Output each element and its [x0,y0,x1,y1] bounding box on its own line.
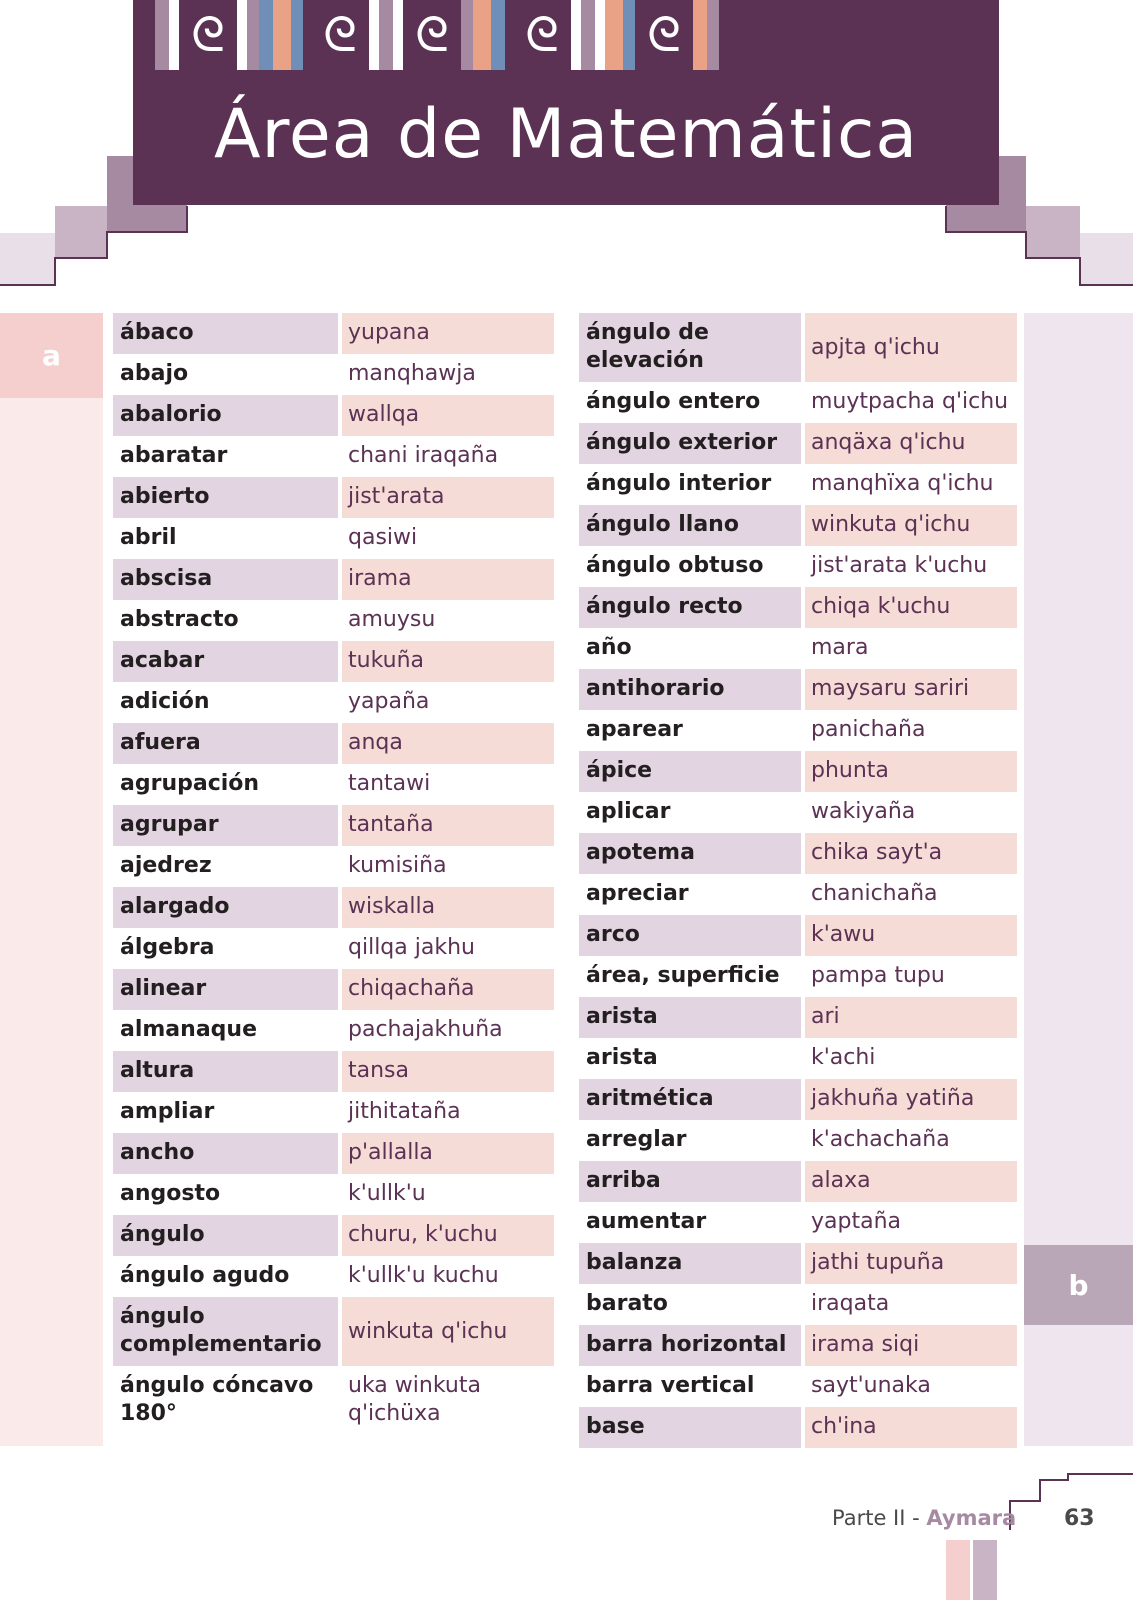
spanish-term: ajedrez [113,846,338,887]
table-row [113,1366,554,1435]
spanish-term: barra horizontal [579,1325,801,1366]
table-row [113,395,554,436]
spanish-term: ángulo llano [579,505,801,546]
spanish-term: arista [579,997,801,1038]
spanish-term: ángulo exterior [579,423,801,464]
glossary-left-column [113,313,554,1435]
aymara-term: sayt'unaka [805,1366,1017,1407]
aymara-term: pachajakhuña [342,1010,554,1051]
spanish-term: abscisa [113,559,338,600]
table-row [113,436,554,477]
spanish-term: alargado [113,887,338,928]
swirl-icon: ᘓ [191,7,225,63]
spanish-term: abierto [113,477,338,518]
footer-part: Parte II - [832,1506,927,1530]
spanish-term: ángulo entero [579,382,801,423]
letter-tab-b-label: b [1068,1268,1089,1302]
aymara-term: chanichaña [805,874,1017,915]
table-row [113,313,554,354]
table-row [113,600,554,641]
footer-language: Aymara [926,1506,1017,1530]
spanish-term: arista [579,1038,801,1079]
table-row [579,464,1017,505]
table-row [113,1010,554,1051]
aymara-term: uka winkuta q'ichüxa [342,1366,554,1435]
aymara-term: alaxa [805,1161,1017,1202]
spanish-term: almanaque [113,1010,338,1051]
table-row [579,587,1017,628]
spanish-term: abaratar [113,436,338,477]
glossary-right-column [579,313,1017,1448]
aymara-term: anqäxa q'ichu [805,423,1017,464]
aymara-term: manqhawja [342,354,554,395]
aymara-term: p'allalla [342,1133,554,1174]
spanish-term: ángulo de elevación [579,313,801,382]
aymara-term: tukuña [342,641,554,682]
aymara-term: chika sayt'a [805,833,1017,874]
spanish-term: año [579,628,801,669]
spanish-term: arriba [579,1161,801,1202]
aymara-term: chiqachaña [342,969,554,1010]
spanish-term: aritmética [579,1079,801,1120]
table-row [579,1243,1017,1284]
spanish-term: aparear [579,710,801,751]
aymara-term: qasiwi [342,518,554,559]
aymara-term: maysaru sariri [805,669,1017,710]
aymara-term: muytpacha q'ichu [805,382,1017,423]
footer-part-label [832,1506,1016,1530]
aymara-term: jathi tupuña [805,1243,1017,1284]
spanish-term: abstracto [113,600,338,641]
letter-tab-a-label: a [42,339,61,372]
aymara-term: tantawi [342,764,554,805]
aymara-term: tansa [342,1051,554,1092]
spanish-term: antihorario [579,669,801,710]
aymara-term: qillqa jakhu [342,928,554,969]
aymara-term: wakiyaña [805,792,1017,833]
table-row [579,751,1017,792]
page-title: Área de Matemática [213,95,919,174]
aymara-term: jakhuña yatiña [805,1079,1017,1120]
spanish-term: base [579,1407,801,1448]
aymara-term: k'ullk'u kuchu [342,1256,554,1297]
table-row [579,505,1017,546]
table-row [579,710,1017,751]
table-row [579,1120,1017,1161]
spanish-term: balanza [579,1243,801,1284]
aymara-term: jist'arata k'uchu [805,546,1017,587]
aymara-pattern-band [155,0,985,70]
spanish-term: agrupar [113,805,338,846]
table-row [579,1407,1017,1448]
table-row [579,792,1017,833]
aymara-term: chani iraqaña [342,436,554,477]
table-row [579,1202,1017,1243]
spanish-term: agrupación [113,764,338,805]
spanish-term: abajo [113,354,338,395]
aymara-term: chiqa k'uchu [805,587,1017,628]
table-row [579,669,1017,710]
spanish-term: afuera [113,723,338,764]
table-row [113,559,554,600]
aymara-term: churu, k'uchu [342,1215,554,1256]
table-row [113,887,554,928]
spanish-term: barato [579,1284,801,1325]
spanish-term: angosto [113,1174,338,1215]
table-row [113,354,554,395]
table-row [579,874,1017,915]
aymara-term: wallqa [342,395,554,436]
spanish-term: ángulo complementario [113,1297,338,1366]
aymara-term: irama siqi [805,1325,1017,1366]
aymara-term: yapaña [342,682,554,723]
aymara-term: mara [805,628,1017,669]
aymara-term: kumisiña [342,846,554,887]
table-row [579,423,1017,464]
spanish-term: ángulo recto [579,587,801,628]
table-row [113,928,554,969]
spanish-term: ápice [579,751,801,792]
spanish-term: arreglar [579,1120,801,1161]
aymara-term: yupana [342,313,554,354]
aymara-term: k'achachaña [805,1120,1017,1161]
spanish-term: aumentar [579,1202,801,1243]
aymara-term: k'ullk'u [342,1174,554,1215]
table-row [579,546,1017,587]
spanish-term: ábaco [113,313,338,354]
table-row [579,997,1017,1038]
page-number: 63 [1064,1506,1095,1531]
table-row [579,1038,1017,1079]
aymara-term: winkuta q'ichu [805,505,1017,546]
spanish-term: ángulo [113,1215,338,1256]
spanish-term: ángulo obtuso [579,546,801,587]
spanish-term: altura [113,1051,338,1092]
aymara-term: jithitataña [342,1092,554,1133]
aymara-term: apjta q'ichu [805,313,1017,382]
spanish-term: acabar [113,641,338,682]
spanish-term: ampliar [113,1092,338,1133]
aymara-term: winkuta q'ichu [342,1297,554,1366]
table-row [579,382,1017,423]
table-row [113,682,554,723]
spanish-term: ángulo cóncavo 180° [113,1366,338,1435]
aymara-term: yaptaña [805,1202,1017,1243]
aymara-term: jist'arata [342,477,554,518]
table-row [113,641,554,682]
spanish-term: abalorio [113,395,338,436]
spanish-term: alinear [113,969,338,1010]
aymara-term: k'awu [805,915,1017,956]
aymara-term: pampa tupu [805,956,1017,997]
spanish-term: abril [113,518,338,559]
aymara-term: anqa [342,723,554,764]
table-row [113,723,554,764]
table-row [579,1325,1017,1366]
table-row [113,969,554,1010]
aymara-term: amuysu [342,600,554,641]
table-row [113,1133,554,1174]
table-row [113,764,554,805]
title-banner [133,0,999,205]
table-row [579,1161,1017,1202]
aymara-term: wiskalla [342,887,554,928]
table-row [113,1051,554,1092]
table-row [579,313,1017,382]
letter-tab-a [0,313,103,398]
aymara-term: phunta [805,751,1017,792]
table-row [113,1092,554,1133]
spanish-term: ángulo interior [579,464,801,505]
table-row [113,1256,554,1297]
spanish-term: arco [579,915,801,956]
table-row [579,915,1017,956]
table-row [579,1366,1017,1407]
table-row [579,628,1017,669]
aymara-term: iraqata [805,1284,1017,1325]
aymara-term: irama [342,559,554,600]
spanish-term: barra vertical [579,1366,801,1407]
spanish-term: adición [113,682,338,723]
aymara-term: ari [805,997,1017,1038]
table-row [113,805,554,846]
aymara-term: ch'ina [805,1407,1017,1448]
aymara-term: k'achi [805,1038,1017,1079]
swirl-icon: ᘓ [323,7,357,63]
table-row [113,518,554,559]
table-row [113,1297,554,1366]
spanish-term: área, superficie [579,956,801,997]
aymara-term: panichaña [805,710,1017,751]
spanish-term: ancho [113,1133,338,1174]
table-row [579,1284,1017,1325]
table-row [579,1079,1017,1120]
spanish-term: ángulo agudo [113,1256,338,1297]
left-side-strip [0,313,103,1446]
spanish-term: apreciar [579,874,801,915]
swirl-icon: ᘓ [415,7,449,63]
aymara-term: tantaña [342,805,554,846]
table-row [579,833,1017,874]
spanish-term: apotema [579,833,801,874]
table-row [113,477,554,518]
letter-tab-b [1024,1245,1133,1325]
aymara-term: manqhïxa q'ichu [805,464,1017,505]
table-row [113,1215,554,1256]
table-row [113,846,554,887]
table-row [579,956,1017,997]
swirl-icon: ᘓ [647,7,681,63]
spanish-term: álgebra [113,928,338,969]
swirl-icon: ᘓ [525,7,559,63]
spanish-term: aplicar [579,792,801,833]
table-row [113,1174,554,1215]
